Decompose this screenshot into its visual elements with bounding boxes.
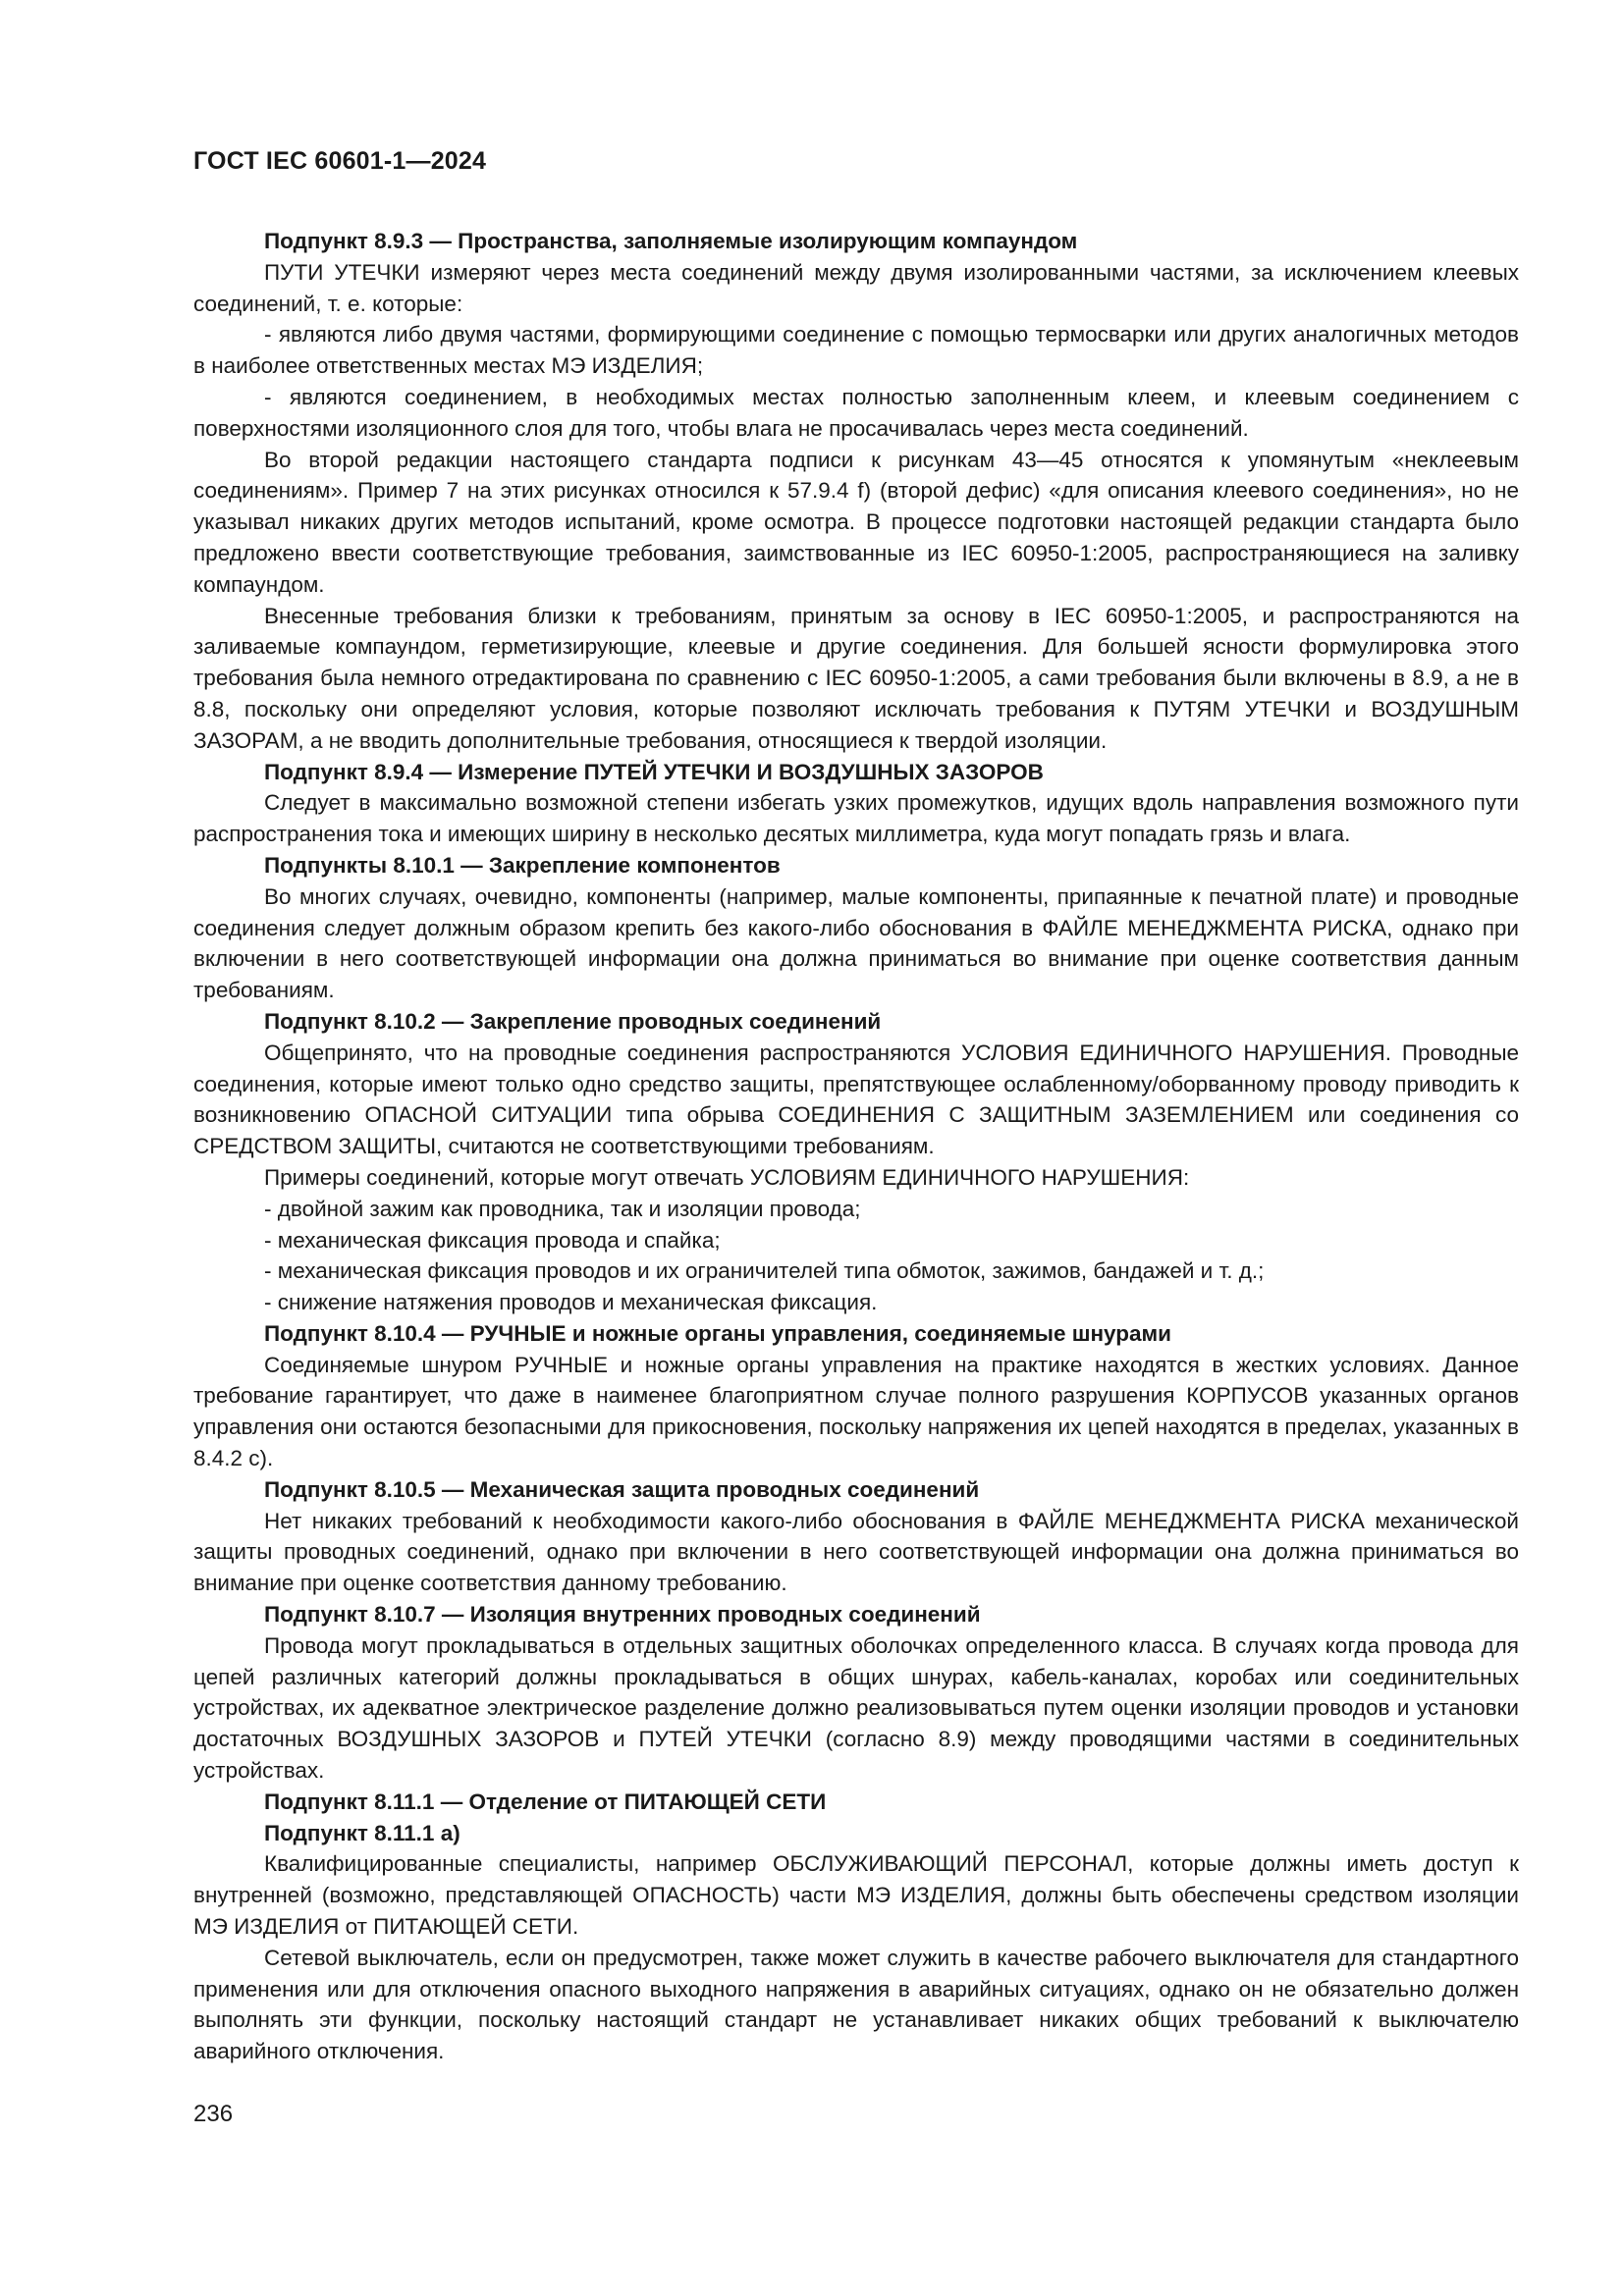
paragraph: Следует в максимально возможной степени избегать узких промежутков, идущих вдоль направления возможного пути распространения тока и имеющих ширину в несколько десятых миллиметра, куда могут попадать грязь и влага. [193, 790, 1519, 847]
paragraph: Нет никаких требований к необходимости какого-либо обоснования в ФАЙЛЕ МЕНЕДЖМЕНТА РИСКА механической защиты проводных соединений, однако при включении в него соответствующей информации она должна приниматься во внимание при оценке соответствия данному требованию. [193, 1508, 1519, 1596]
list-item: - механическая фиксация провода и спайка; [264, 1227, 721, 1253]
paragraph: Во второй редакции настоящего стандарта подписи к рисункам 43—45 относятся к упомянутым «неклеевым соединениям». Пример 7 на этих рисунках относился к 57.9.4 f) (второй дефис) «для описания клеевого соединения», но не указывал никаких других методов испытаний, кроме осмотра. В процессе подготовки настоящей редакции стандарта было предложено ввести соответствующие требования, заимствованные из IEC 60950-1:2005, распространяющиеся на заливку компаундом. [193, 447, 1519, 597]
heading-8-10-7: Подпункт 8.10.7 — Изоляция внутренних проводных соединений [264, 1602, 981, 1628]
paragraph: Сетевой выключатель, если он предусмотрен, также может служить в качестве рабочего выключателя для стандартного применения или для отключения опасного выходного напряжения в аварийных ситуациях, однако он не обязательно должен выполнять эти функции, поскольку настоящий стандарт не устанавливает никаких общих требований к выключателю аварийного отключения. [193, 1945, 1519, 2064]
list-item: - механическая фиксация проводов и их ограничителей типа обмоток, зажимов, бандажей и т. д.; [264, 1258, 1265, 1284]
list-item: - снижение натяжения проводов и механическая фиксация. [264, 1290, 878, 1315]
heading-8-9-3: Подпункт 8.9.3 — Пространства, заполняемые изолирующим компаундом [264, 229, 1078, 253]
paragraph: Примеры соединений, которые могут отвечать УСЛОВИЯМ ЕДИНИЧНОГО НАРУШЕНИЯ: [264, 1164, 1190, 1190]
paragraph: Внесенные требования близки к требованиям, принятым за основу в IEC 60950-1:2005, и распространяются на заливаемые компаундом, герметизирующие, клеевые и другие соединения. Для большей ясности формулировка этого требования была немного отредактирована по сравнению с IEC 60950-1:2005, а сами требования были включены в 8.9, а не в 8.8, поскольку они определяют условия, которые позволяют исключать требования к ПУТЯМ УТЕЧКИ и ВОЗДУШНЫМ ЗАЗОРАМ, а не вводить дополнительные требования, относящиеся к твердой изоляции. [193, 603, 1519, 753]
document-standard-title: ГОСТ IEC 60601-1—2024 [193, 147, 487, 175]
heading-8-11-1-a: Подпункт 8.11.1 а) [264, 1820, 460, 1845]
paragraph: Во многих случаях, очевидно, компоненты (например, малые компоненты, припаянные к печатной плате) и проводные соединения следует должным образом крепить без какого-либо обоснования в ФАЙЛЕ МЕНЕДЖМЕНТА РИСКА, однако при включении в него соответствующей информации она должна приниматься во внимание при оценке соответствия данным требованиям. [193, 883, 1519, 1003]
paragraph: Провода могут прокладываться в отдельных защитных оболочках определенного класса. В случаях когда провода для цепей различных категорий должны прокладываться в общих шнурах, кабель-каналах, коробах или соединительных устройствах, их адекватное электрическое разделение должно реализовываться путем оценки изоляции проводов и установки достаточных ВОЗДУШНЫХ ЗАЗОРОВ и ПУТЕЙ УТЕЧКИ (согласно 8.9) между проводящими частями в соединительных устройствах. [193, 1632, 1519, 1784]
list-item: - двойной зажим как проводника, так и изоляции провода; [264, 1196, 861, 1221]
paragraph-dash-item: - являются соединением, в необходимых местах полностью заполненным клеем, и клеевым соединением с поверхностями изоляционного слоя для того, чтобы влага не просачивалась через места соединений. [193, 384, 1519, 441]
paragraph-dash-item: - являются либо двумя частями, формирующими соединение с помощью термосварки или других аналогичных методов в наиболее ответственных местах МЭ ИЗДЕЛИЯ; [193, 322, 1519, 379]
document-body [193, 226, 1519, 2067]
paragraph: ПУТИ УТЕЧКИ измеряют через места соединений между двумя изолированными частями, за исключением клеевых соединений, т. е. которые: [193, 259, 1519, 316]
paragraph: Квалифицированные специалисты, например ОБСЛУЖИВАЮЩИЙ ПЕРСОНАЛ, которые должны иметь доступ к внутренней (возможно, представляющей ОПАСНОСТЬ) части МЭ ИЗДЕЛИЯ, должны быть обеспечены средством изоляции МЭ ИЗДЕЛИЯ от ПИТАЮЩЕЙ СЕТИ. [193, 1851, 1519, 1940]
page-number: 236 [193, 2101, 234, 2127]
heading-8-10-5: Подпункт 8.10.5 — Механическая защита проводных соединений [264, 1476, 980, 1502]
paragraph: Общепринято, что на проводные соединения распространяются УСЛОВИЯ ЕДИНИЧНОГО НАРУШЕНИЯ. Проводные соединения, которые имеют только одно средство защиты, препятствующее ослабленному/оборванному проводу приводить к возникновению ОПАСНОЙ СИТУАЦИИ типа обрыва СОЕДИНЕНИЯ С ЗАЩИТНЫМ ЗАЗЕМЛЕНИЕМ или соединения со СРЕДСТВОМ ЗАЩИТЫ, считаются не соответствующими требованиям. [193, 1040, 1519, 1159]
heading-8-9-4: Подпункт 8.9.4 — Измерение ПУТЕЙ УТЕЧКИ И ВОЗДУШНЫХ ЗАЗОРОВ [264, 759, 1044, 784]
heading-8-10-1: Подпункты 8.10.1 — Закрепление компонентов [264, 852, 781, 878]
heading-8-11-1: Подпункт 8.11.1 — Отделение от ПИТАЮЩЕЙ СЕТИ [264, 1789, 827, 1814]
heading-8-10-4: Подпункт 8.10.4 — РУЧНЫЕ и ножные органы управления, соединяемые шнурами [264, 1320, 1172, 1346]
heading-8-10-2: Подпункт 8.10.2 — Закрепление проводных соединений [264, 1008, 882, 1034]
paragraph: Соединяемые шнуром РУЧНЫЕ и ножные органы управления на практике находятся в жестких условиях. Данное требование гарантирует, что даже в наименее благоприятном случае полного разрушения КОРПУСОВ указанных органов управления они остаются безопасными для прикосновения, поскольку напряжения их цепей находятся в пределах, указанных в 8.4.2 с). [193, 1352, 1519, 1471]
